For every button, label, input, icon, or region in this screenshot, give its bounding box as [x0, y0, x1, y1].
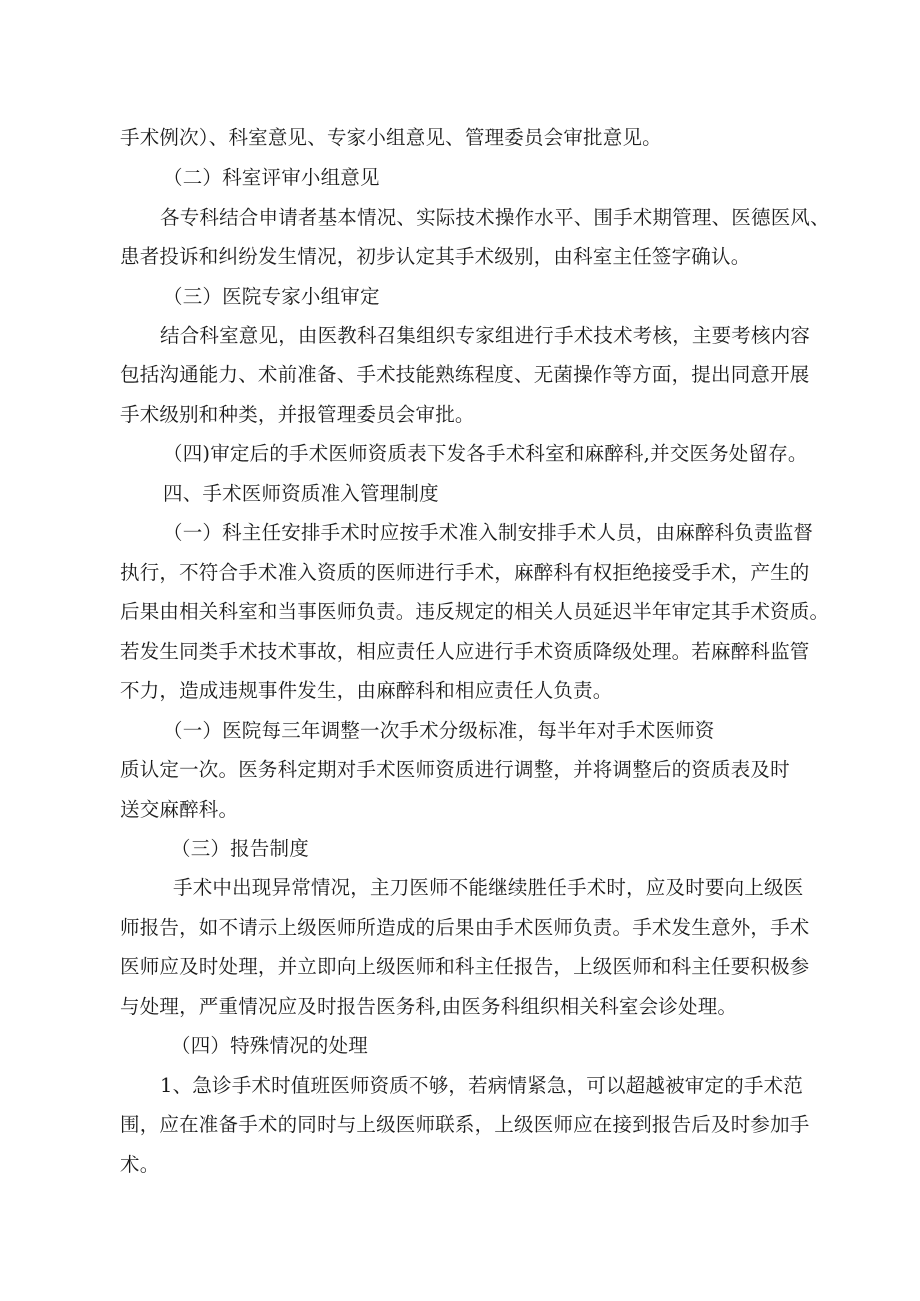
text-line: （一）医院每三年调整一次手术分级标准，每半年对手术医师资 [163, 719, 715, 742]
text-line: 患者投诉和纠纷发生情况，初步认定其手术级别，由科室主任签字确认。 [120, 245, 751, 268]
text-line: 术。 [120, 1153, 160, 1176]
section-heading: （二）科室评审小组意见 [163, 166, 380, 189]
text-line: 质认定一次。医务科定期对手术医师资质进行调整，并将调整后的资质表及时 [120, 758, 790, 781]
text-line: 后果由相关科室和当事医师负责。违反规定的相关人员延迟半年审定其手术资质。 [120, 600, 830, 623]
text-line: 1、急诊手术时值班医师资质不够，若病情紧急，可以超越被审定的手术范 [160, 1074, 804, 1097]
text-line: 不力，造成违规事件发生，由麻醉科和相应责任人负责。 [120, 679, 613, 702]
text-line: 与处理，严重情况应及时报告医务科,由医务科组织相关科室会诊处理。 [120, 995, 738, 1018]
text-line: 手术例次）、科室意见、专家小组意见、管理委员会审批意见。 [120, 126, 662, 149]
text-line: 包括沟通能力、术前准备、手术技能熟练程度、无菌操作等方面，提出同意开展 [120, 363, 810, 386]
text-line: 手术级别和种类，并报管理委员会审批。 [120, 403, 475, 426]
text-line: 若发生同类手术技术事故，相应责任人应进行手术资质降级处理。若麻醉科监管 [120, 640, 810, 663]
text-line: 围，应在准备手术的同时与上级医师联系，上级医师应在接到报告后及时参加手 [120, 1113, 810, 1136]
text-line: 医师应及时处理，并立即向上级医师和科主任报告，上级医师和科主任要积极参 [120, 955, 810, 978]
text-line: 手术中出现异常情况，主刀医师不能继续胜任手术时，应及时要向上级医 [173, 876, 804, 899]
section-heading: （四）特殊情况的处理 [171, 1034, 369, 1057]
text-line: 师报告，如不请示上级医师所造成的后果由手术医师负责。手术发生意外，手术 [120, 916, 810, 939]
text-line: 送交麻醉科。 [120, 798, 239, 821]
section-heading: 四、手术医师资质准入管理制度 [163, 482, 439, 505]
text-line: 执行，不符合手术准入资质的医师进行手术，麻醉科有权拒绝接受手术，产生的 [120, 561, 810, 584]
section-heading: （三）医院专家小组审定 [163, 285, 380, 308]
text-line: （一）科主任安排手术时应按手术准入制安排手术人员，由麻醉科负责监督 [163, 521, 814, 544]
text-line: 各专科结合申请者基本情况、实际技术操作水平、围手术期管理、医德医风、 [160, 206, 830, 229]
text-line: 结合科室意见，由医教科召集组织专家组进行手术技术考核，主要考核内容 [160, 324, 811, 347]
text-line: （四)审定后的手术医师资质表下发各手术科室和麻醉科,并交医务处留存。 [163, 442, 808, 465]
section-heading: （三）报告制度 [171, 837, 309, 860]
